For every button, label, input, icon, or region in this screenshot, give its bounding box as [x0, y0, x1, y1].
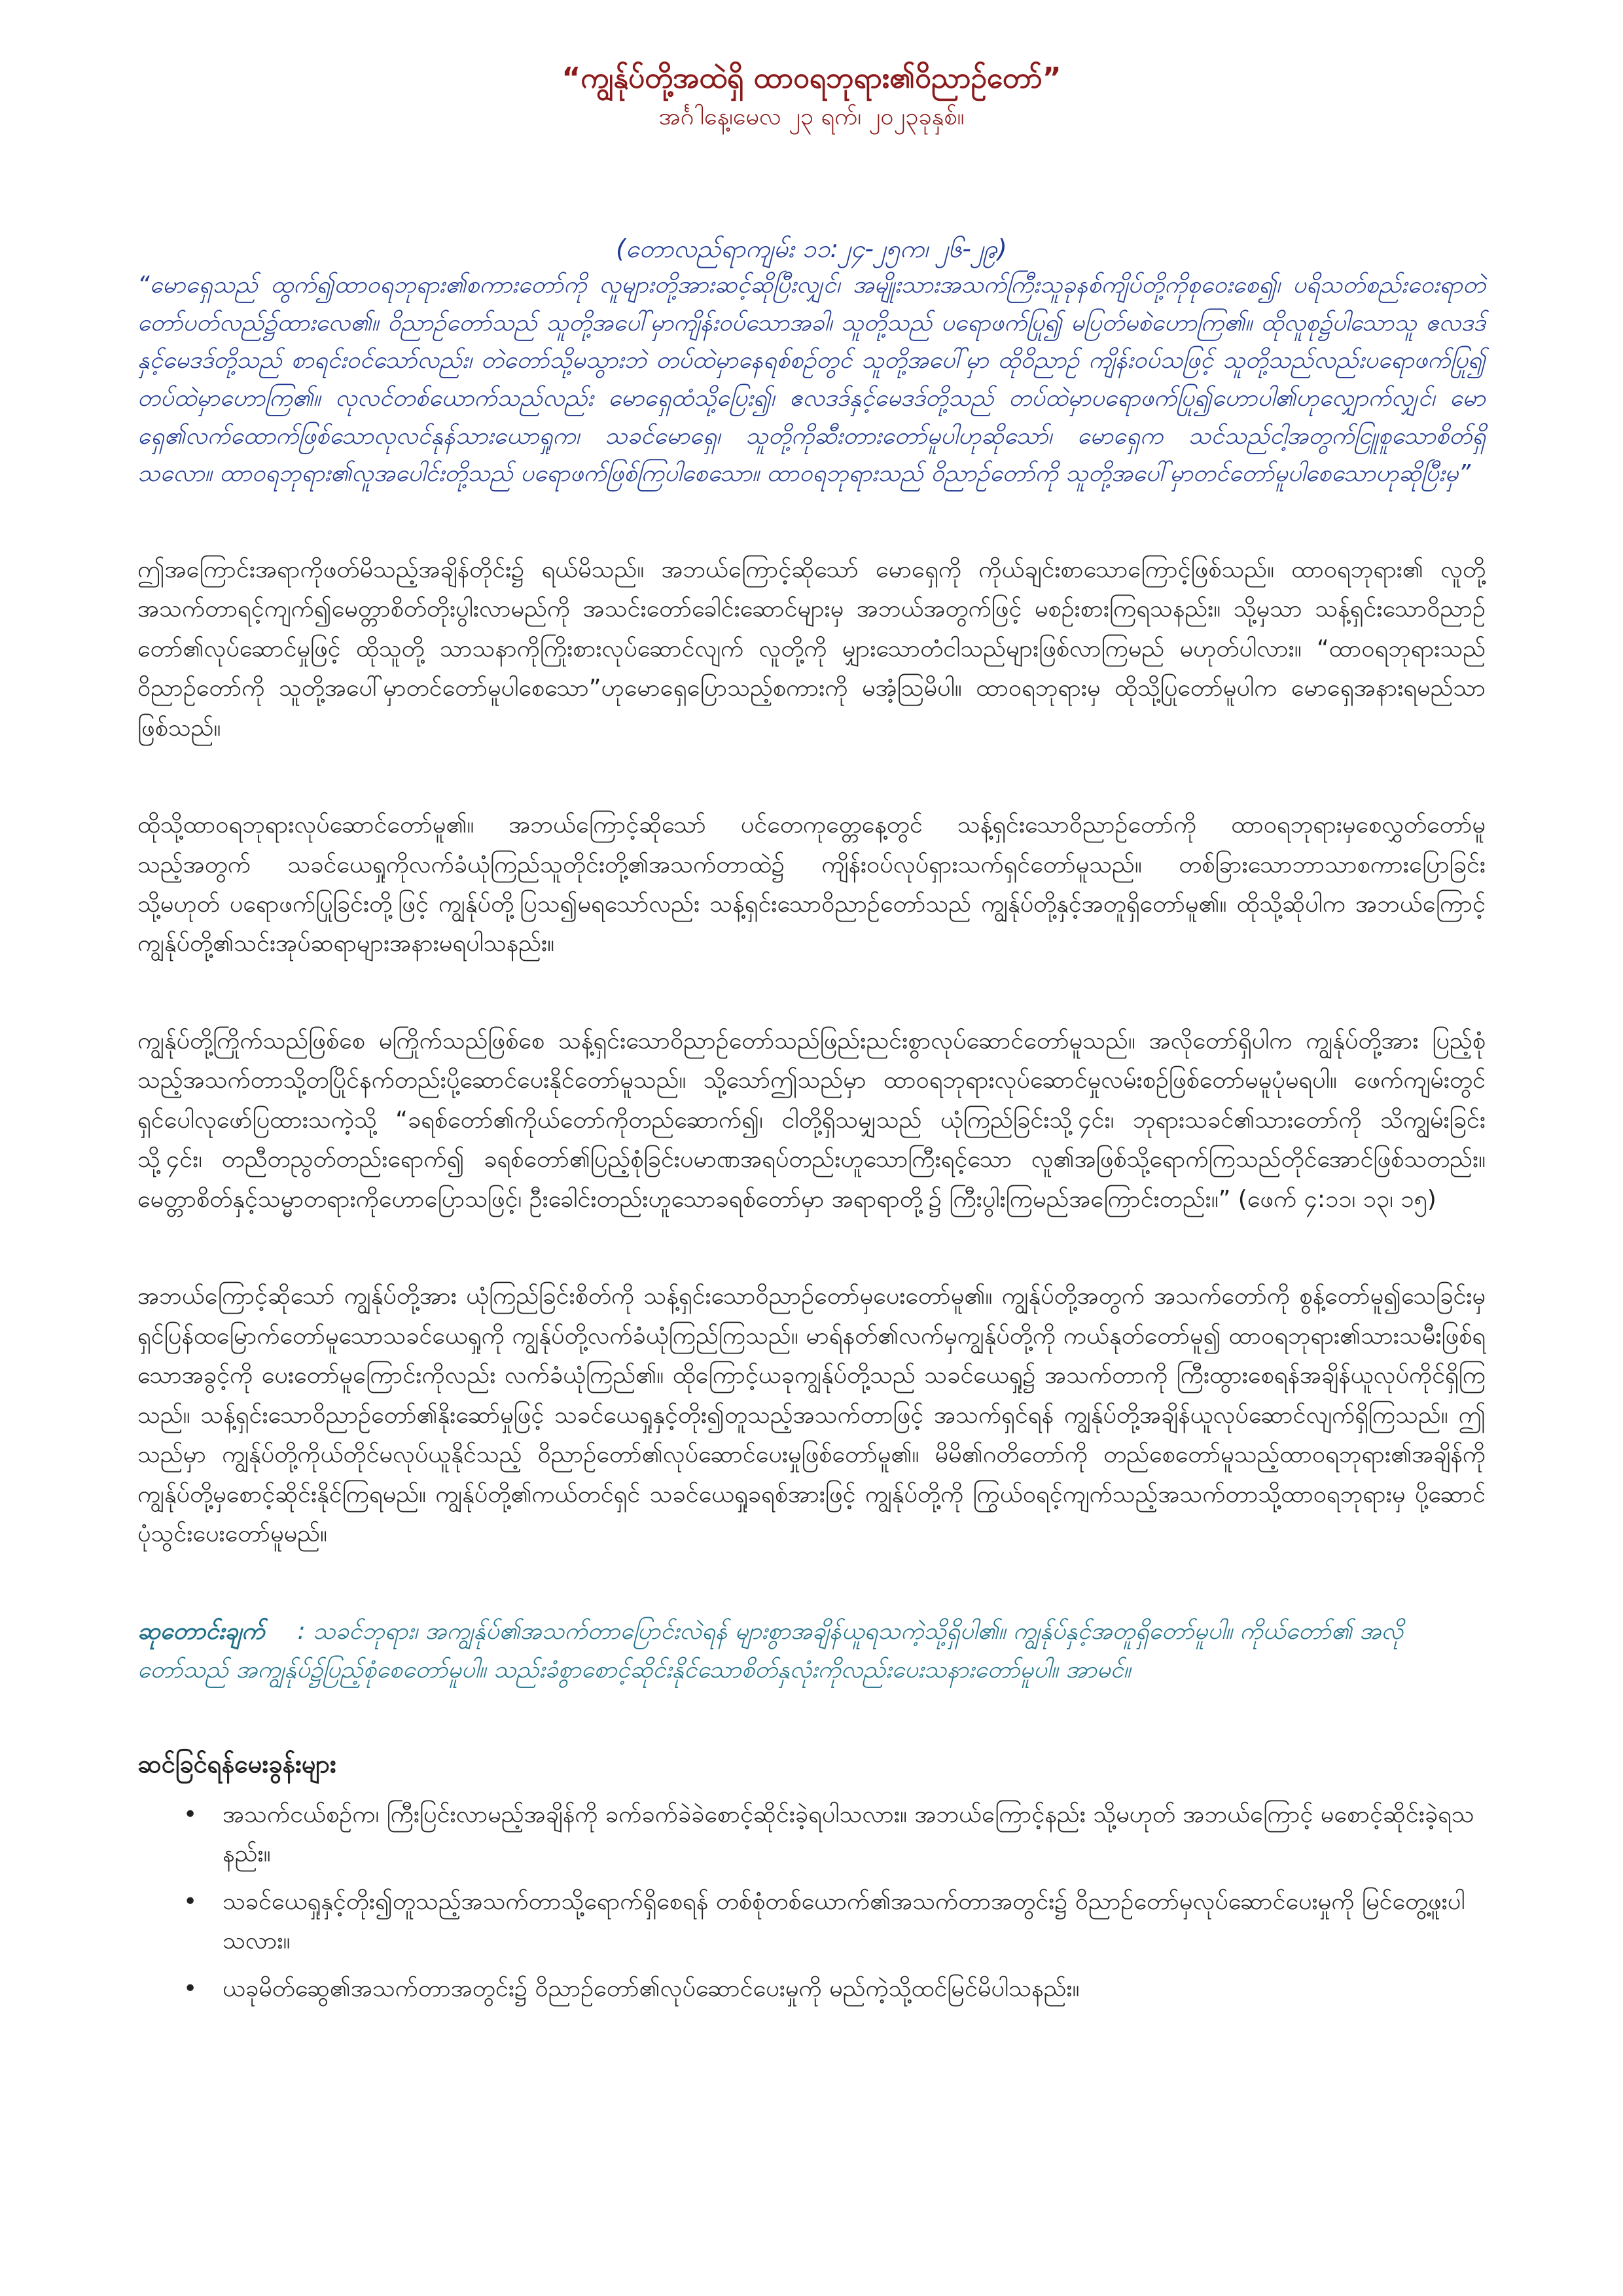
prayer-text: : သခင်ဘုရား၊ အကျွန်ုပ်၏အသက်တာပြောင်းလဲရန် များစွာအချိန်ယူရသကဲ့သို့ရှိပါ၏။ ကျွန်ုပ်နှင့်အတူရှိတော်မူပါ။ ကိုယ်တော်၏ အလိုတော်သည် အကျွန်ုပ်၌ပြည့်စုံစေတော်မူပါ။ သည်းခံစွာစောင့်ဆိုင်းနိုင်သောစိတ်နှလုံးကိုလည်းပေးသနားတော်မူပါ။ အာမင်။	[137, 1617, 1404, 1683]
question-text: အသက်ငယ်စဉ်က၊ ကြီးပြင်းလာမည့်အချိန်ကို ခက်ခက်ခဲခဲစောင့်ဆိုင်းခဲ့ရပါသလား။ အဘယ်ကြောင့်နည်း သို့မဟုတ် အဘယ်ကြောင့် မစောင့်ဆိုင်းခဲ့ရသနည်း။	[223, 1801, 1474, 1867]
list-item	[183, 1795, 1486, 1873]
list-item	[183, 1969, 1486, 2008]
prayer	[137, 1612, 1486, 1690]
bullet-icon: •	[183, 1801, 198, 1829]
list-item	[183, 1882, 1486, 1960]
body-paragraph-3: ကျွန်ုပ်တို့ကြိုက်သည်ဖြစ်စေ မကြိုက်သည်ဖြစ်စေ သန့်ရှင်းသောဝိညာဉ်တော်သည်ဖြည်းညင်းစွာလုပ်ဆောင်တော်မူသည်။ အလိုတော်ရှိပါက ကျွန်ုပ်တို့အား ပြည့်စုံသည့်အသက်တာသို့တပြိုင်နက်တည်းပို့ဆောင်ပေးနိုင်တော်မူသည်။ သို့သော်ဤသည်မှာ ထာဝရဘုရားလုပ်ဆောင်မှုလမ်းစဉ်ဖြစ်တော်မမူပုံမရပါ။ ဖေက်ကျမ်းတွင် ရှင်ပေါလုဖော်ပြထားသကဲ့သို့ “ခရစ်တော်၏ကိုယ်တော်ကိုတည်ဆောက်၍၊ ငါတို့ရှိသမျှသည် ယုံကြည်ခြင်းသို့၄င်း၊ ဘုရားသခင်၏သားတော်ကို သိကျွမ်းခြင်းသို့၄င်း၊ တညီတညွတ်တည်းရောက်၍ ခရစ်တော်၏ပြည့်စုံခြင်းပမာဏအရပ်တည်းဟူသောကြီးရင့်သော လူ၏အဖြစ်သို့ရောက်ကြသည်တိုင်အောင်ဖြစ်သတည်း။ မေတ္တာစိတ်နှင့်သမ္မာတရားကိုဟောပြောသဖြင့်၊ ဦးခေါင်းတည်းဟူသောခရစ်တော်မှာ အရာရာတို့၌ ကြီးပွါးကြမည်အကြောင်းတည်း။” (ဖေက် ၄:၁၁၊ ၁၃၊ ၁၅)	[137, 1027, 1486, 1213]
bullet-icon: •	[183, 1975, 198, 2002]
scripture-reference: (တောလည်ရာကျမ်း ၁၁:၂၄-၂၅က၊ ၂၆-၂၉)	[616, 234, 1007, 263]
page-date: အင်္ဂါနေ့၊မေလ ၂၃ ရက်၊ ၂၀၂၃ခုနှစ်။	[658, 103, 965, 131]
bullet-icon: •	[183, 1888, 198, 1916]
body-paragraph-4: အဘယ်ကြောင့်ဆိုသော် ကျွန်ုပ်တို့အား ယုံကြည်ခြင်းစိတ်ကို သန့်ရှင်းသောဝိညာဉ်တော်မှပေးတော်မူ၏။ ကျွန်ုပ်တို့အတွက် အသက်တော်ကို စွန့်တော်မူ၍သေခြင်းမှ ရှင်ပြန်ထမြောက်တော်မူသောသခင်ယေရှုကို ကျွန်ုပ်တို့လက်ခံယုံကြည်ကြသည်။ မာရ်နတ်၏လက်မှကျွန်ုပ်တို့ကို ကယ်နုတ်တော်မူ၍ ထာဝရဘုရား၏သားသမီးဖြစ်ရသောအခွင့်ကို ပေးတော်မူကြောင်းကိုလည်း လက်ခံယုံကြည်၏။ ထိုကြောင့်ယခုကျွန်ုပ်တို့သည် သခင်ယေရှု၌ အသက်တာကို ကြီးထွားစေရန်အချိန်ယူလုပ်ကိုင်ရှိကြသည်။ သန့်ရှင်းသောဝိညာဉ်တော်၏နိုးဆော်မှုဖြင့် သခင်ယေရှုနှင့်တိုး၍တူသည့်အသက်တာဖြင့် အသက်ရှင်ရန် ကျွန်ုပ်တို့အချိန်ယူလုပ်ဆောင်လျက်ရှိကြသည်။ ဤသည်မှာ ကျွန်ုပ်တို့ကိုယ်တိုင်မလုပ်ယူနိုင်သည့် ဝိညာဉ်တော်၏လုပ်ဆောင်ပေးမှုဖြစ်တော်မူ၏။ မိမိ၏ဂတိတော်ကို တည်စေတော်မူသည့်ထာဝရဘုရား၏အချိန်ကို ကျွန်ုပ်တို့မှစောင့်ဆိုင်းနိုင်ကြရမည်။ ကျွန်ုပ်တို့၏ကယ်တင်ရှင် သခင်ယေရှုခရစ်အားဖြင့် ကျွန်ုပ်တို့ကို ကြွယ်ဝရင့်ကျက်သည့်အသက်တာသို့ထာဝရဘုရားမှ ပို့ဆောင်ပုံသွင်းပေးတော်မူမည်။	[137, 1283, 1486, 1548]
body-paragraph-2: ထိုသို့ထာဝရဘုရားလုပ်ဆောင်တော်မူ၏။ အဘယ်ကြောင့်ဆိုသော် ပင်တေကုတ္တေနေ့တွင် သန့်ရှင်းသောဝိညာဉ်တော်ကို ထာဝရဘုရားမှစေလွှတ်တော်မူသည့်အတွက် သခင်ယေရှုကိုလက်ခံယုံကြည်သူတိုင်းတို့၏အသက်တာထဲ၌ ကျိန်းဝပ်လုပ်ရှားသက်ရှင်တော်မူသည်။ တစ်ခြားသောဘာသာစကားပြောခြင်း သို့မဟုတ် ပရောဖက်ပြုခြင်းတို့ဖြင့် ကျွန်ုပ်တို့ပြသ၍မရသော်လည်း သန့်ရှင်းသောဝိညာဉ်တော်သည် ကျွန်ုပ်တို့နှင့်အတူရှိတော်မူ၏။ ထိုသို့ဆိုပါက အဘယ်ကြောင့် ကျွန်ုပ်တို့၏သင်းအုပ်ဆရာများအနားမရပါသနည်း။	[137, 812, 1486, 958]
scripture-quote: “မောရှေသည် ထွက်၍ထာဝရဘုရား၏စကားတော်ကို လူများတို့အားဆင့်ဆိုပြီးလျှင်၊ အမျိုးသားအသက်ကြီးသူခုနစ်ကျိပ်တို့ကိုစုဝေးစေ၍၊ ပရိသတ်စည်းဝေးရာတဲတော်ပတ်လည်၌ထားလေ၏။ ဝိညာဉ်တော်သည် သူတို့အပေါ်မှာကျိန်းဝပ်သောအခါ၊ သူတို့သည် ပရောဖက်ပြု၍ မပြတ်မစဲဟောကြ၏။ ထိုလူစု၌ပါသောသူ ဧလဒဒ်နှင့်မေဒဒ်တို့သည် စာရင်းဝင်သော်လည်း၊ တဲတော်သို့မသွားဘဲ တပ်ထဲမှာနေရစ်စဉ်တွင် သူတို့အပေါ်မှာ ထိုဝိညာဉ် ကျိန်းဝပ်သဖြင့် သူတို့သည်လည်းပရောဖက်ပြု၍ တပ်ထဲမှာဟောကြ၏။ လုလင်တစ်ယောက်သည်လည်း မောရှေထံသို့ပြေး၍၊ ဧလဒဒ်နှင့်မေဒဒ်တို့သည် တပ်ထဲမှာပရောဖက်ပြု၍ဟောပါ၏ဟုလျှောက်လျှင်၊ မောရှေ၏လက်ထောက်ဖြစ်သောလုလင်နုန်သားယောရှုက၊ သခင်မောရှေ၊ သူတို့ကိုဆီးတားတော်မူပါဟုဆိုသော်၊ မောရှေက သင်သည်ငါ့အတွက်ငြူစူသောစိတ်ရှိသလော။ ထာဝရဘုရား၏လူအပေါင်းတို့သည် ပရောဖက်ဖြစ်ကြပါစေသော။ ထာဝရဘုရားသည် ဝိညာဉ်တော်ကို သူတို့အပေါ်မှာတင်တော်မူပါစေသောဟုဆိုပြီးမှ”	[137, 272, 1486, 488]
question-text: ယခုမိတ်ဆွေ၏အသက်တာအတွင်း၌ ဝိညာဉ်တော်၏လုပ်ဆောင်ပေးမှုကို မည်ကဲ့သို့ထင်မြင်မိပါသနည်း။	[223, 1975, 1080, 2002]
page-title: “ကျွန်ုပ်တို့အထဲရှိ ထာဝရဘုရား၏ဝိညာဉ်တော်”	[562, 62, 1061, 95]
questions-list	[137, 1795, 1486, 2008]
questions-heading: ဆင်ခြင်ရန်မေးခွန်းများ	[137, 1749, 336, 1779]
prayer-label: ဆုတောင်းချက်	[137, 1617, 265, 1645]
body-paragraph-1: ဤအကြောင်းအရာကိုဖတ်မိသည့်အချိန်တိုင်း၌ ရယ်မိသည်။ အဘယ်ကြောင့်ဆိုသော် မောရှေကို ကိုယ်ချင်းစာသောကြောင့်ဖြစ်သည်။ ထာဝရဘုရား၏ လူတို့ အသက်တာရင့်ကျက်၍မေတ္တာစိတ်တိုးပွါးလာမည်ကို အသင်းတော်ခေါင်းဆောင်များမှ အဘယ်အတွက်ဖြင့် မစဉ်းစားကြရသနည်း။ သို့မှသာ သန့်ရှင်းသောဝိညာဉ်တော်၏လုပ်ဆောင်မှုဖြင့် ထိုသူတို့ သာသနာကိုကြိုးစားလုပ်ဆောင်လျက် လူတို့ကို မျှားသောတံငါသည်များဖြစ်လာကြမည် မဟုတ်ပါလား။ “ထာဝရဘုရားသည် ဝိညာဉ်တော်ကို သူတို့အပေါ်မှာတင်တော်မူပါစေသော”ဟုမောရှေပြောသည့်စကားကို မအံ့ဩမိပါ။ ထာဝရဘုရားမှ ထိုသို့ပြုတော်မူပါက မောရှေအနားရမည်သာဖြစ်သည်။	[137, 556, 1486, 742]
question-text: သခင်ယေရှုနှင့်တိုး၍တူသည့်အသက်တာသို့ရောက်ရှိစေရန် တစ်စုံတစ်ယောက်၏အသက်တာအတွင်း၌ ဝိညာဉ်တော်မှလုပ်ဆောင်ပေးမှုကို မြင်တွေ့ဖူးပါသလား။	[223, 1888, 1465, 1954]
